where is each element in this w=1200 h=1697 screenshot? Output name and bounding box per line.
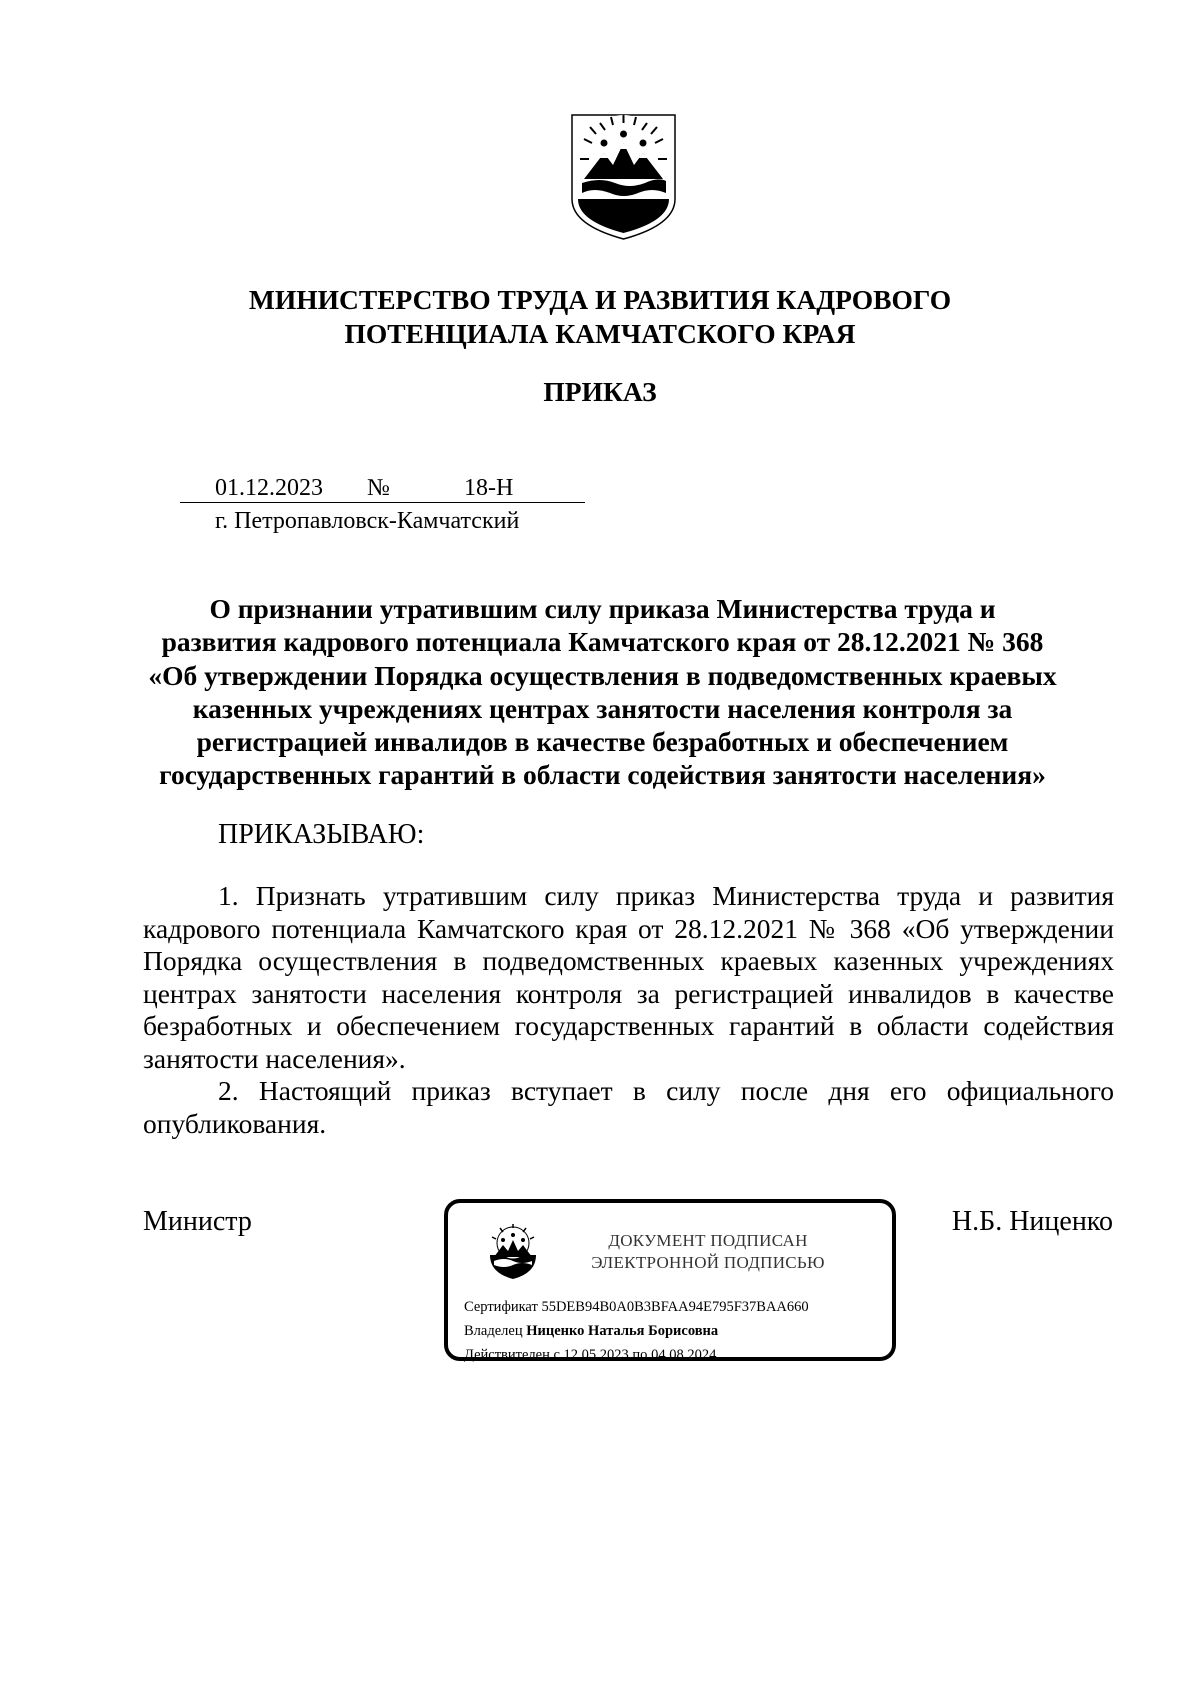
owner-value: Ниценко Наталья Борисовна bbox=[526, 1323, 719, 1339]
ministry-name-line2: ПОТЕНЦИАЛА КАМЧАТСКОГО КРАЯ bbox=[344, 318, 856, 349]
order-item-2: 2. Настоящий приказ вступает в силу после дня его официального опубликования. bbox=[143, 1075, 1114, 1139]
order-item-1: 1. Признать утратившим силу приказ Министерства труда и развития кадрового потенциала Камчатского края от 28.12.2021 № 368 «Об утверждении Порядка осуществления в подведомственных краевых казенных учреждениях центрах занятости населения контроля за регистрацией инвалидов в качестве безработных и обеспечением государственных гарантий в области содействия занятости населения». bbox=[143, 880, 1114, 1074]
city-name: г. Петропавловск-Камчатский bbox=[215, 508, 520, 534]
signatory-name: Н.Б. Ниценко bbox=[951, 1206, 1113, 1237]
certificate-value: 55DEB94B0A0B3BFAA94E795F37BAA660 bbox=[541, 1299, 809, 1315]
valid-to: 04.08.2024 bbox=[651, 1347, 717, 1363]
decree-word: ПРИКАЗЫВАЮ: bbox=[218, 819, 425, 850]
stamp-title bbox=[558, 1230, 858, 1274]
kamchatka-coat-of-arms-icon bbox=[570, 113, 677, 241]
registration-underline bbox=[180, 502, 585, 503]
stamp-certificate bbox=[464, 1297, 809, 1317]
order-number: 18-Н bbox=[464, 475, 514, 501]
subject-line: казенных учреждениях центрах занятости населения контроля за bbox=[192, 692, 1013, 724]
order-date: 01.12.2023 bbox=[215, 475, 323, 501]
subject-line: регистрацией инвалидов в качестве безработных и обеспечением bbox=[196, 726, 1009, 758]
order-number-sign: № bbox=[367, 475, 390, 501]
stamp-title-line1: ДОКУМЕНТ ПОДПИСАН bbox=[608, 1231, 808, 1250]
subject-line: государственных гарантий в области содействия занятости населения» bbox=[159, 759, 1046, 791]
owner-label: Владелец bbox=[464, 1323, 523, 1339]
valid-to-label: по bbox=[632, 1347, 648, 1363]
subject-line: «Об утверждении Порядка осуществления в подведомственных краевых bbox=[148, 659, 1057, 691]
ministry-name-line1: МИНИСТЕРСТВО ТРУДА И РАЗВИТИЯ КАДРОВОГО bbox=[248, 284, 952, 315]
document-type-title: ПРИКАЗ bbox=[543, 376, 657, 407]
signatory-role: Министр bbox=[143, 1206, 252, 1237]
ministry-name bbox=[0, 283, 1200, 351]
stamp-emblem-icon bbox=[486, 1223, 540, 1281]
valid-from: 12.05.2023 bbox=[563, 1347, 629, 1363]
electronic-signature-stamp bbox=[444, 1199, 896, 1361]
certificate-label: Сертификат bbox=[464, 1299, 538, 1315]
valid-label: Действителен с bbox=[464, 1347, 560, 1363]
subject-line: О признании утратившим силу приказа Министерства труда и bbox=[209, 593, 996, 624]
stamp-validity bbox=[464, 1345, 716, 1365]
stamp-owner bbox=[464, 1321, 718, 1341]
subject-line: развития кадрового потенциала Камчатского края от 28.12.2021 № 368 bbox=[161, 626, 1044, 658]
order-body bbox=[143, 880, 1114, 1140]
stamp-title-line2: ЭЛЕКТРОННОЙ ПОДПИСЬЮ bbox=[591, 1253, 825, 1272]
order-subject bbox=[140, 592, 1065, 792]
